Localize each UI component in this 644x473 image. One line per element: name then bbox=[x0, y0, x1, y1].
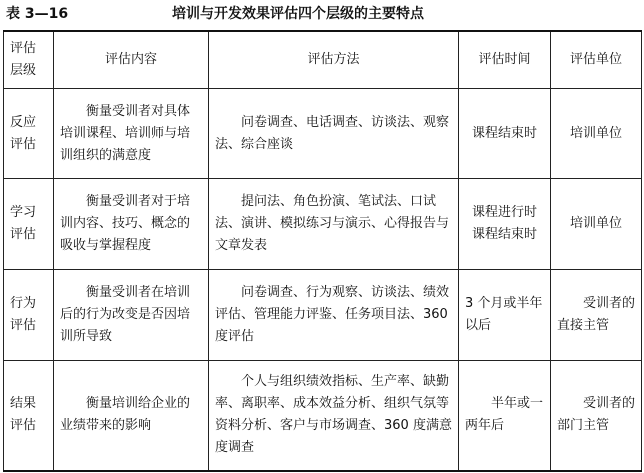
level-cell bbox=[4, 270, 54, 361]
header-content: 评估内容 bbox=[54, 31, 209, 89]
content-cell: 衡量受训者对具体培训课程、培训师与培训组织的满意度 bbox=[54, 89, 209, 179]
header-unit: 评估单位 bbox=[551, 31, 642, 89]
level-line-2: 评估 bbox=[10, 227, 37, 242]
table-header-row bbox=[4, 31, 642, 89]
header-level-line-2: 层级 bbox=[10, 63, 37, 78]
table-row bbox=[4, 179, 642, 270]
unit-cell: 培训单位 bbox=[551, 179, 642, 270]
time-cell bbox=[459, 179, 551, 270]
level-line-1: 反应 bbox=[10, 114, 37, 130]
table-title: 培训与开发效果评估四个层级的主要特点 bbox=[172, 6, 424, 22]
method-cell: 问卷调查、电话调查、访谈法、观察法、综合座谈 bbox=[209, 89, 459, 179]
table-row bbox=[4, 89, 642, 179]
unit-cell: 受训者的部门主管 bbox=[551, 361, 642, 471]
table-row bbox=[4, 361, 642, 471]
method-cell: 个人与组织绩效指标、生产率、缺勤率、离职率、成本效益分析、组织气氛等资料分析、客户与市场调查、360 度满意度调查 bbox=[209, 361, 459, 471]
content-cell: 衡量培训给企业的业绩带来的影响 bbox=[54, 361, 209, 471]
time-line-1: 课程结束时 bbox=[471, 125, 537, 141]
table-row bbox=[4, 270, 642, 361]
level-cell bbox=[4, 361, 54, 471]
level-line-1: 学习 bbox=[10, 205, 37, 220]
table-caption bbox=[6, 0, 638, 28]
unit-cell: 培训单位 bbox=[551, 89, 642, 179]
header-time: 评估时间 bbox=[459, 31, 551, 89]
table-number: 表 3—16 bbox=[6, 6, 69, 22]
header-level-line-1: 评估 bbox=[10, 41, 37, 56]
content-cell: 衡量受训者对于培训内容、技巧、概念的吸收与掌握程度 bbox=[54, 179, 209, 270]
level-cell bbox=[4, 179, 54, 270]
level-line-2: 评估 bbox=[10, 418, 37, 434]
header-method: 评估方法 bbox=[209, 31, 459, 89]
level-line-1: 行为 bbox=[10, 296, 37, 311]
time-line-2: 课程结束时 bbox=[471, 227, 537, 242]
time-cell bbox=[459, 89, 551, 179]
time-line-1: 课程进行时 bbox=[471, 205, 537, 220]
header-level bbox=[4, 31, 54, 89]
evaluation-levels-table bbox=[3, 30, 642, 472]
time-cell: 半年或一两年后 bbox=[459, 361, 551, 471]
level-line-2: 评估 bbox=[10, 318, 37, 333]
unit-cell: 受训者的直接主管 bbox=[551, 270, 642, 361]
method-cell: 问卷调查、行为观察、访谈法、绩效评估、管理能力评鉴、任务项目法、360 度评估 bbox=[209, 270, 459, 361]
time-cell: 3 个月或半年以后 bbox=[459, 270, 551, 361]
content-cell: 衡量受训者在培训后的行为改变是否因培训所导致 bbox=[54, 270, 209, 361]
level-cell bbox=[4, 89, 54, 179]
level-line-1: 结果 bbox=[10, 396, 37, 412]
level-line-2: 评估 bbox=[10, 136, 37, 152]
method-cell: 提问法、角色扮演、笔试法、口试法、演讲、模拟练习与演示、心得报告与文章发表 bbox=[209, 179, 459, 270]
